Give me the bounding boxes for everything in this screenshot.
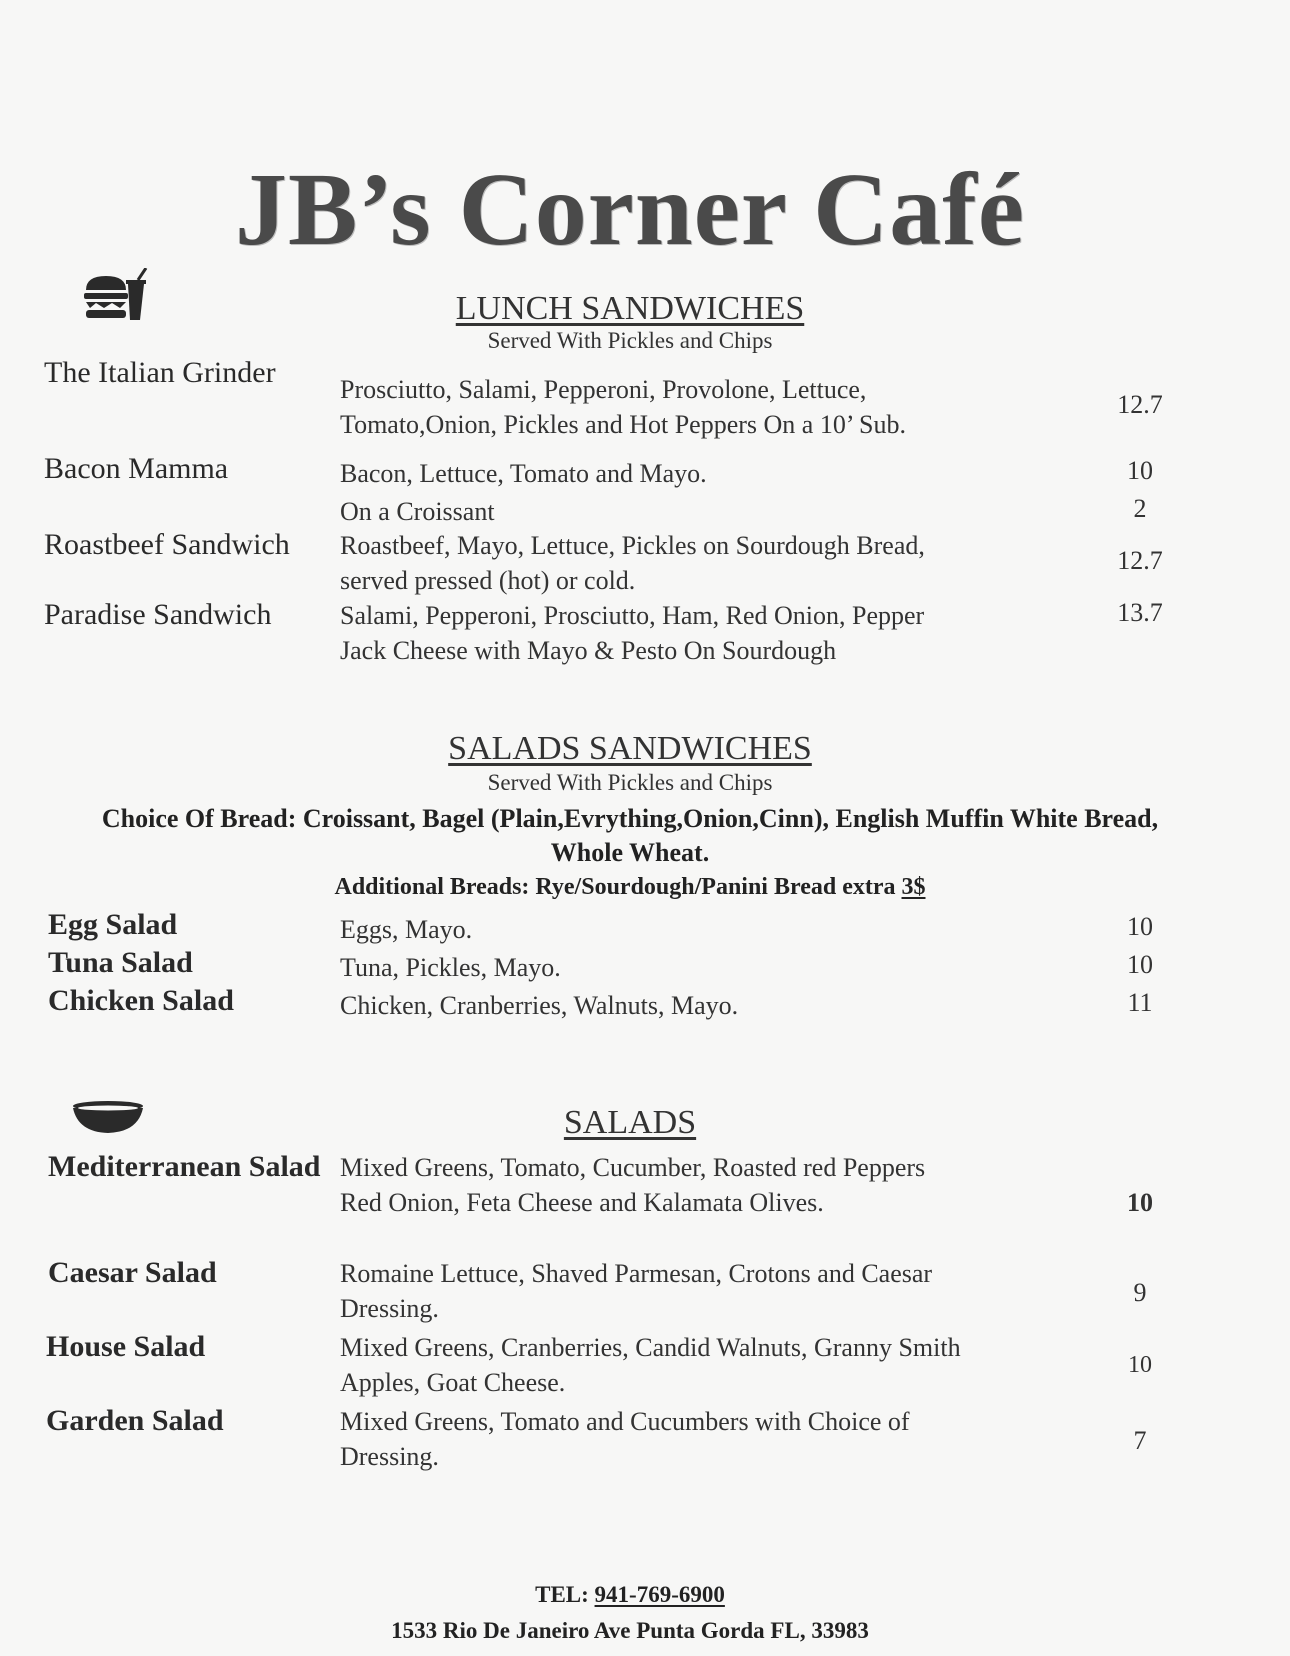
item-desc-chicken-salad: Chicken, Cranberries, Walnuts, Mayo. — [340, 991, 739, 1020]
item-desc-bacon-mamma: Bacon, Lettuce, Tomato and Mayo. — [340, 459, 707, 488]
salads-heading: SALADS — [563, 1104, 697, 1141]
item-desc-mediterranean: Mixed Greens, Tomato, Cucumber, Roasted red Peppers Red Onion, Feta Cheese and Kalamata Olives. — [340, 1153, 926, 1217]
phone-number[interactable]: 941-769-6900 — [594, 1582, 725, 1607]
item-name-mediterranean: Mediterranean Salad — [48, 1150, 321, 1183]
item-name-garden: Garden Salad — [46, 1404, 224, 1437]
item-price-mediterranean: 10 — [1127, 1188, 1153, 1217]
item-desc-garden: Mixed Greens, Tomato and Cucumbers with Choice of Dressing. — [340, 1407, 910, 1471]
item-desc-egg-salad: Eggs, Mayo. — [340, 915, 473, 944]
item-name-roastbeef: Roastbeef Sandwich — [44, 528, 290, 561]
item-name-egg-salad: Egg Salad — [48, 908, 178, 941]
item-desc-italian-grinder: Prosciutto, Salami, Pepperoni, Provolone, Lettuce, Tomato,Onion, Pickles and Hot Peppers On a 10’ Sub. — [340, 375, 907, 439]
item-price-bacon-mamma: 10 — [1127, 456, 1153, 485]
item-desc-house: Mixed Greens, Cranberries, Candid Walnuts, Granny Smith Apples, Goat Cheese. — [340, 1333, 961, 1397]
lunch-heading: LUNCH SANDWICHES — [455, 290, 805, 327]
item-name-caesar: Caesar Salad — [48, 1256, 217, 1289]
item-price-paradise: 13.7 — [1117, 598, 1163, 627]
item-price-chicken-salad: 11 — [1127, 988, 1153, 1017]
item-name-house: House Salad — [46, 1330, 206, 1363]
item-desc-paradise: Salami, Pepperoni, Prosciutto, Ham, Red Onion, Pepper Jack Cheese with Mayo & Pesto On Sourdough — [340, 601, 925, 665]
bread-choice-line-2: Whole Wheat. — [550, 838, 710, 867]
item-desc-tuna-salad: Tuna, Pickles, Mayo. — [340, 953, 561, 982]
item-name-italian-grinder: The Italian Grinder — [44, 356, 276, 389]
item-price-egg-salad: 10 — [1127, 912, 1153, 941]
bread-choice-line-1: Choice Of Bread: Croissant, Bagel (Plain,Evrything,Onion,Cinn), English Muffin White Bread, — [101, 804, 1159, 833]
item-price-italian-grinder: 12.7 — [1117, 390, 1163, 419]
item-name-bacon-mamma: Bacon Mamma — [44, 452, 229, 485]
salad-sandwiches-heading: SALADS SANDWICHES — [448, 730, 812, 767]
additional-breads-line: Additional Breads: Rye/Sourdough/Panini Bread extra 3$ — [334, 874, 926, 900]
item-name-tuna-salad: Tuna Salad — [48, 946, 193, 979]
item-price-croissant-addon: 2 — [1133, 494, 1147, 523]
item-price-roastbeef: 12.7 — [1117, 546, 1163, 575]
item-price-house: 10 — [1128, 1352, 1152, 1378]
item-name-paradise: Paradise Sandwich — [44, 598, 272, 631]
footer-phone: TEL: 941-769-6900 — [535, 1582, 725, 1607]
item-price-caesar: 9 — [1133, 1278, 1147, 1307]
footer-address: 1533 Rio De Janeiro Ave Punta Gorda FL, 33983 — [391, 1618, 869, 1643]
additional-breads-price: 3$ — [901, 874, 926, 900]
cafe-title: JB’s Corner Café — [234, 152, 1026, 267]
item-price-tuna-salad: 10 — [1127, 950, 1153, 979]
lunch-subtitle: Served With Pickles and Chips — [487, 328, 773, 353]
item-desc-caesar: Romaine Lettuce, Shaved Parmesan, Crotons and Caesar Dressing. — [340, 1259, 933, 1323]
item-desc-croissant-addon: On a Croissant — [340, 497, 495, 526]
item-name-chicken-salad: Chicken Salad — [48, 984, 234, 1017]
item-desc-roastbeef: Roastbeef, Mayo, Lettuce, Pickles on Sourdough Bread, served pressed (hot) or cold. — [340, 531, 925, 595]
salad-sandwiches-subtitle: Served With Pickles and Chips — [487, 770, 773, 795]
item-price-garden: 7 — [1133, 1426, 1147, 1455]
